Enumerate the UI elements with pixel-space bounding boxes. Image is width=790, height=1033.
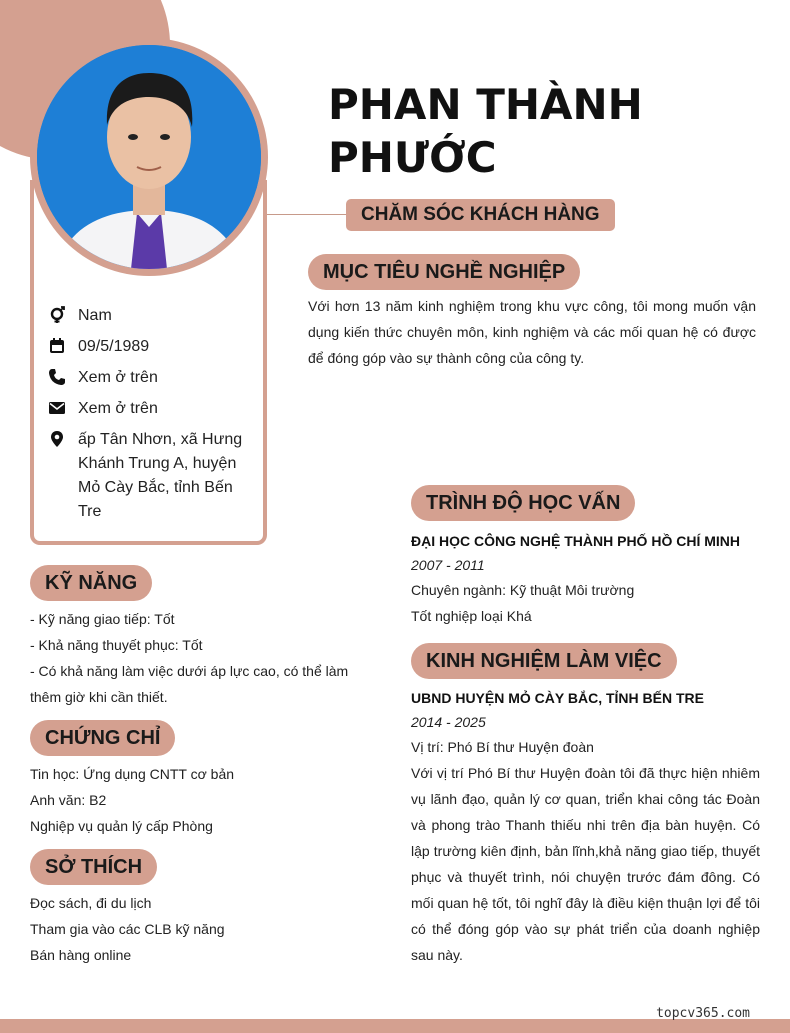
education-major: Chuyên ngành: Kỹ thuật Môi trường xyxy=(411,582,635,598)
experience-description: Với vị trí Phó Bí thư Huyện đoàn tôi đã thực hiện nhiêm vụ lãnh đạo, quản lý cơ quan, triển khai công tác Đoàn và phong trào Thanh thiếu nhi trên địa bàn huyện. Có lập trường kiên định, bản lĩnh,khả năng giao tiếp, thuyết phục và thuyết trình, nói chuyện trước đám đông. Có mối quan hệ tốt, tôi nghĩ đây là điều kiện thuận lợi để tôi có thể đóng góp vào sự phát triển của doanh nghiệp sau này. xyxy=(411,765,760,963)
contact-text: Xem ở trên xyxy=(78,400,158,417)
list-item: - Có khả năng làm việc dưới áp lực cao, có thể làm thêm giờ khi cần thiết. xyxy=(30,663,349,705)
certificates-heading: CHỨNG CHỈ xyxy=(30,720,175,756)
experience-period: 2014 - 2025 xyxy=(411,714,486,730)
contact-text: Xem ở trên xyxy=(78,369,158,386)
objective-heading: MỤC TIÊU NGHỀ NGHIỆP xyxy=(308,254,580,290)
organization-name: UBND HUYỆN MỎ CÀY BẮC, TỈNH BẾN TRE xyxy=(411,690,704,706)
objective-text: Với hơn 13 năm kinh nghiệm trong khu vực công, tôi mong muốn vận dụng kiến thức chuyên môn, kinh nghiệm và các mối quan hệ có được để đóng góp vào sự thành công của công ty. xyxy=(308,298,756,366)
location-icon xyxy=(48,430,66,448)
experience-position: Vị trí: Phó Bí thư Huyện đoàn xyxy=(411,739,594,755)
school-name: ĐẠI HỌC CÔNG NGHỆ THÀNH PHỐ HỒ CHÍ MINH xyxy=(411,533,740,549)
skills-list xyxy=(30,606,360,710)
contact-gender xyxy=(48,304,248,328)
gender-icon xyxy=(48,306,66,324)
education-period: 2007 - 2011 xyxy=(411,557,485,573)
email-icon xyxy=(48,399,66,417)
skills-heading: KỸ NĂNG xyxy=(30,565,152,601)
list-item: Bán hàng online xyxy=(30,947,132,963)
phone-icon xyxy=(48,368,66,386)
experience-heading: KINH NGHIỆM LÀM VIỆC xyxy=(411,643,677,679)
experience-section xyxy=(411,686,760,968)
role-connector-line xyxy=(267,214,347,215)
contact-text: Nam xyxy=(78,307,112,324)
contact-birthday xyxy=(48,335,248,359)
candidate-name: PHAN THÀNH PHƯỚC xyxy=(328,80,643,182)
role-badge: CHĂM SÓC KHÁCH HÀNG xyxy=(346,199,615,231)
education-section xyxy=(411,529,761,629)
hobbies-list xyxy=(30,890,360,968)
list-item: - Kỹ năng giao tiếp: Tốt xyxy=(30,611,175,627)
portrait-illustration xyxy=(37,45,261,269)
list-item: Anh văn: B2 xyxy=(30,792,107,808)
list-item: Nghiệp vụ quản lý cấp Phòng xyxy=(30,818,213,834)
calendar-icon xyxy=(48,337,66,355)
contact-phone xyxy=(48,366,248,390)
watermark: topcv365.com xyxy=(656,1006,750,1021)
list-item: Đọc sách, đi du lịch xyxy=(30,895,152,911)
profile-photo xyxy=(37,45,261,269)
list-item: Tin học: Ứng dụng CNTT cơ bản xyxy=(30,766,235,782)
hobbies-heading: SỞ THÍCH xyxy=(30,849,157,885)
education-heading: TRÌNH ĐỘ HỌC VẤN xyxy=(411,485,635,521)
certificates-list xyxy=(30,761,360,839)
contact-text: ấp Tân Nhơn, xã Hưng Khánh Trung A, huyện Mỏ Cày Bắc, tỉnh Bến Tre xyxy=(78,431,243,520)
education-grade: Tốt nghiệp loại Khá xyxy=(411,608,532,624)
avatar xyxy=(30,38,268,276)
list-item: Tham gia vào các CLB kỹ năng xyxy=(30,921,225,937)
contact-address xyxy=(48,428,248,524)
footer-bar xyxy=(0,1019,790,1033)
contact-email xyxy=(48,397,248,421)
list-item: - Khả năng thuyết phục: Tốt xyxy=(30,637,203,653)
contact-text: 09/5/1989 xyxy=(78,338,150,355)
